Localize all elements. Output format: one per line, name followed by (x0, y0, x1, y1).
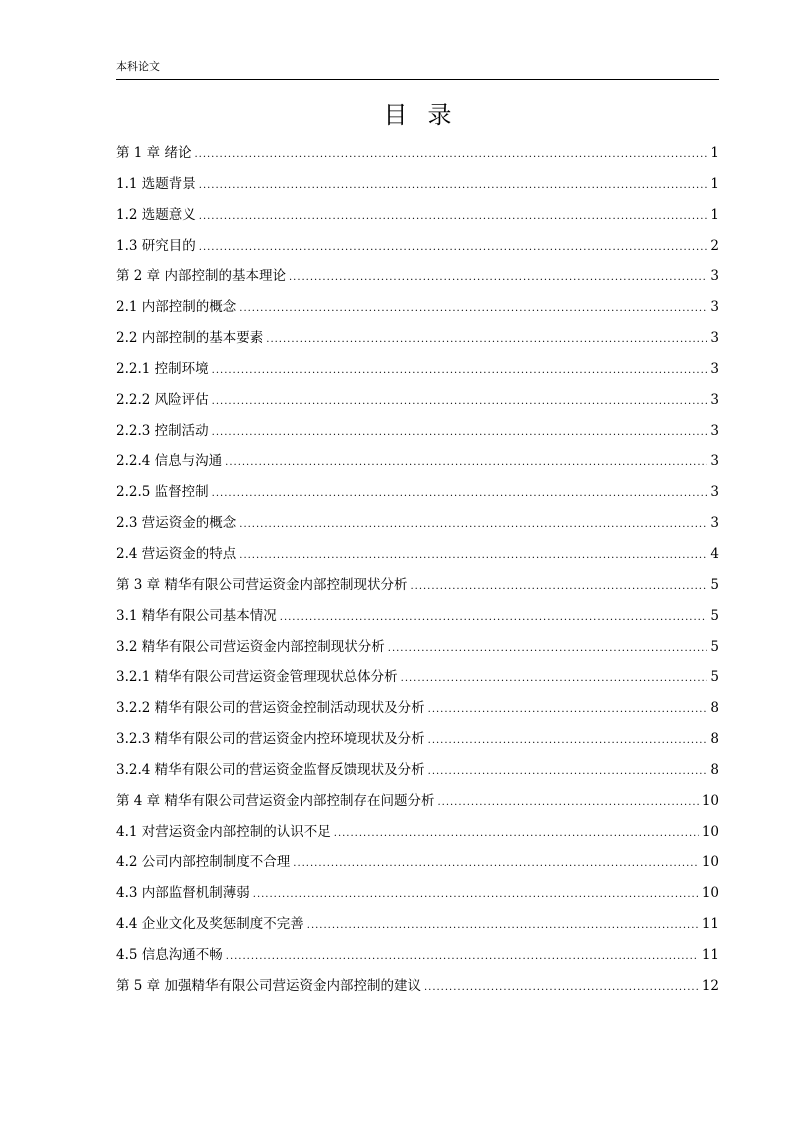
toc-dot-leader (194, 142, 707, 168)
toc-entry-label: 2.1 内部控制的概念 (116, 299, 237, 316)
toc-dot-leader (401, 666, 708, 692)
toc-entry-label: 1.1 选题背景 (116, 175, 196, 192)
toc-entry-page: 1 (710, 145, 719, 161)
toc-dot-leader (266, 327, 707, 353)
toc-dot-leader (280, 605, 708, 631)
toc-entry-label: 2.4 营运资金的特点 (116, 545, 237, 562)
toc-dot-leader (293, 851, 699, 877)
toc-entry-label: 4.4 企业文化及奖惩制度不完善 (116, 916, 304, 933)
toc-entry-label: 2.2.1 控制环境 (116, 360, 209, 377)
toc-entry-label: 4.3 内部监督机制薄弱 (116, 885, 250, 902)
toc-dot-leader (410, 574, 707, 600)
running-header: 本科论文 (116, 60, 160, 73)
toc-dot-leader (212, 481, 708, 507)
toc-entry-label: 4.5 信息沟通不畅 (116, 946, 223, 963)
toc-entry-label: 2.2.2 风险评估 (116, 391, 209, 408)
toc-dot-leader (212, 358, 708, 384)
toc-entry[interactable] (116, 572, 719, 603)
toc-dot-leader (428, 728, 708, 754)
toc-entry-label: 3.2.3 精华有限公司的营运资金内控环境现状及分析 (116, 731, 425, 748)
toc-entry-label: 第 2 章 内部控制的基本理论 (116, 268, 286, 285)
toc-dot-leader (199, 235, 708, 261)
toc-entry-page: 12 (701, 977, 719, 994)
toc-dot-leader (428, 759, 708, 785)
toc-entry-page: 3 (710, 453, 719, 470)
toc-entry-page: 2 (710, 237, 719, 254)
toc-entry-page: 5 (710, 607, 719, 624)
toc-dot-leader (253, 882, 699, 908)
toc-entry-label: 4.2 公司内部控制制度不合理 (116, 854, 291, 871)
toc-entry-label: 3.2 精华有限公司营运资金内部控制现状分析 (116, 638, 385, 655)
toc-dot-leader (388, 636, 708, 662)
toc-entry-label: 4.1 对营运资金内部控制的认识不足 (116, 823, 331, 840)
toc-entry-label: 2.3 营运资金的概念 (116, 515, 237, 532)
toc-entry-label: 第 5 章 加强精华有限公司营运资金内部控制的建议 (116, 977, 421, 994)
toc-dot-leader (239, 543, 707, 569)
toc-entry-page: 3 (710, 268, 719, 285)
toc-entry-page: 8 (710, 731, 719, 748)
toc-entry[interactable] (116, 448, 719, 479)
toc-entry-label: 3.2.2 精华有限公司的营运资金控制活动现状及分析 (116, 700, 425, 717)
toc-dot-leader (225, 450, 707, 476)
toc-entry-page: 8 (710, 700, 719, 717)
toc-entry-label: 2.2.3 控制活动 (116, 422, 209, 439)
toc-list (116, 140, 719, 1004)
toc-entry[interactable] (116, 726, 719, 757)
toc-entry[interactable] (116, 849, 719, 880)
toc-entry-page: 8 (710, 761, 719, 778)
toc-dot-leader (239, 512, 707, 538)
toc-entry[interactable] (116, 263, 719, 294)
toc-title: 目录 (383, 101, 472, 129)
toc-entry-label: 2.2.5 监督控制 (116, 484, 209, 501)
toc-entry[interactable] (116, 171, 719, 202)
toc-entry[interactable] (116, 973, 719, 1004)
toc-entry[interactable] (116, 294, 719, 325)
toc-entry-page: 5 (710, 576, 719, 593)
toc-dot-leader (437, 790, 698, 816)
toc-entry[interactable] (116, 788, 719, 819)
toc-dot-leader (212, 389, 708, 415)
toc-dot-leader (334, 821, 699, 847)
toc-entry[interactable] (116, 819, 719, 850)
toc-entry[interactable] (116, 510, 719, 541)
toc-entry-page: 10 (701, 854, 719, 871)
toc-entry[interactable] (116, 695, 719, 726)
toc-entry-page: 1 (710, 175, 719, 192)
toc-entry-page: 3 (710, 484, 719, 501)
toc-entry-page: 3 (710, 360, 719, 377)
toc-entry-page: 3 (710, 422, 719, 439)
toc-entry-page: 10 (701, 792, 719, 809)
toc-entry-page: 11 (701, 946, 719, 963)
toc-entry-label: 3.1 精华有限公司基本情况 (116, 607, 277, 624)
toc-entry-label: 第 1 章 绪论 (116, 145, 192, 161)
toc-entry[interactable] (116, 911, 719, 942)
toc-entry-label: 1.2 选题意义 (116, 206, 196, 223)
toc-entry[interactable] (116, 634, 719, 665)
toc-entry-label: 2.2 内部控制的基本要素 (116, 330, 264, 347)
header-rule (116, 79, 719, 80)
toc-dot-leader (199, 204, 708, 230)
toc-entry[interactable] (116, 603, 719, 634)
toc-entry-page: 10 (701, 823, 719, 840)
toc-entry-page: 1 (710, 206, 719, 223)
toc-dot-leader (199, 173, 708, 199)
toc-entry[interactable] (116, 942, 719, 973)
toc-entry[interactable] (116, 479, 719, 510)
toc-entry-label: 3.2.1 精华有限公司营运资金管理现状总体分析 (116, 669, 398, 686)
toc-entry[interactable] (116, 202, 719, 233)
toc-entry-label: 第 3 章 精华有限公司营运资金内部控制现状分析 (116, 576, 408, 593)
toc-entry[interactable] (116, 541, 719, 572)
toc-entry-label: 3.2.4 精华有限公司的营运资金监督反馈现状及分析 (116, 761, 425, 778)
toc-entry-page: 5 (710, 638, 719, 655)
toc-dot-leader (424, 975, 699, 1001)
toc-entry-label: 1.3 研究目的 (116, 237, 196, 254)
toc-entry-page: 3 (710, 330, 719, 347)
toc-entry[interactable] (116, 664, 719, 695)
toc-entry-page: 3 (710, 299, 719, 316)
toc-entry-page: 5 (710, 669, 719, 686)
toc-entry[interactable] (116, 140, 719, 171)
toc-dot-leader (239, 296, 707, 322)
toc-entry[interactable] (116, 325, 719, 356)
toc-entry-label: 第 4 章 精华有限公司营运资金内部控制存在问题分析 (116, 792, 435, 809)
toc-dot-leader (289, 265, 707, 291)
toc-dot-leader (307, 913, 699, 939)
toc-entry[interactable] (116, 880, 719, 911)
toc-entry[interactable] (116, 418, 719, 449)
toc-dot-leader (428, 697, 708, 723)
toc-entry-label: 2.2.4 信息与沟通 (116, 453, 223, 470)
toc-entry[interactable] (116, 233, 719, 264)
toc-entry-page: 3 (710, 515, 719, 532)
toc-dot-leader (226, 944, 699, 970)
toc-dot-leader (212, 420, 708, 446)
toc-entry-page: 10 (701, 885, 719, 902)
toc-entry[interactable] (116, 387, 719, 418)
toc-entry[interactable] (116, 757, 719, 788)
toc-entry-page: 11 (701, 916, 719, 933)
toc-entry[interactable] (116, 356, 719, 387)
toc-entry-page: 4 (710, 545, 719, 562)
toc-entry-page: 3 (710, 391, 719, 408)
